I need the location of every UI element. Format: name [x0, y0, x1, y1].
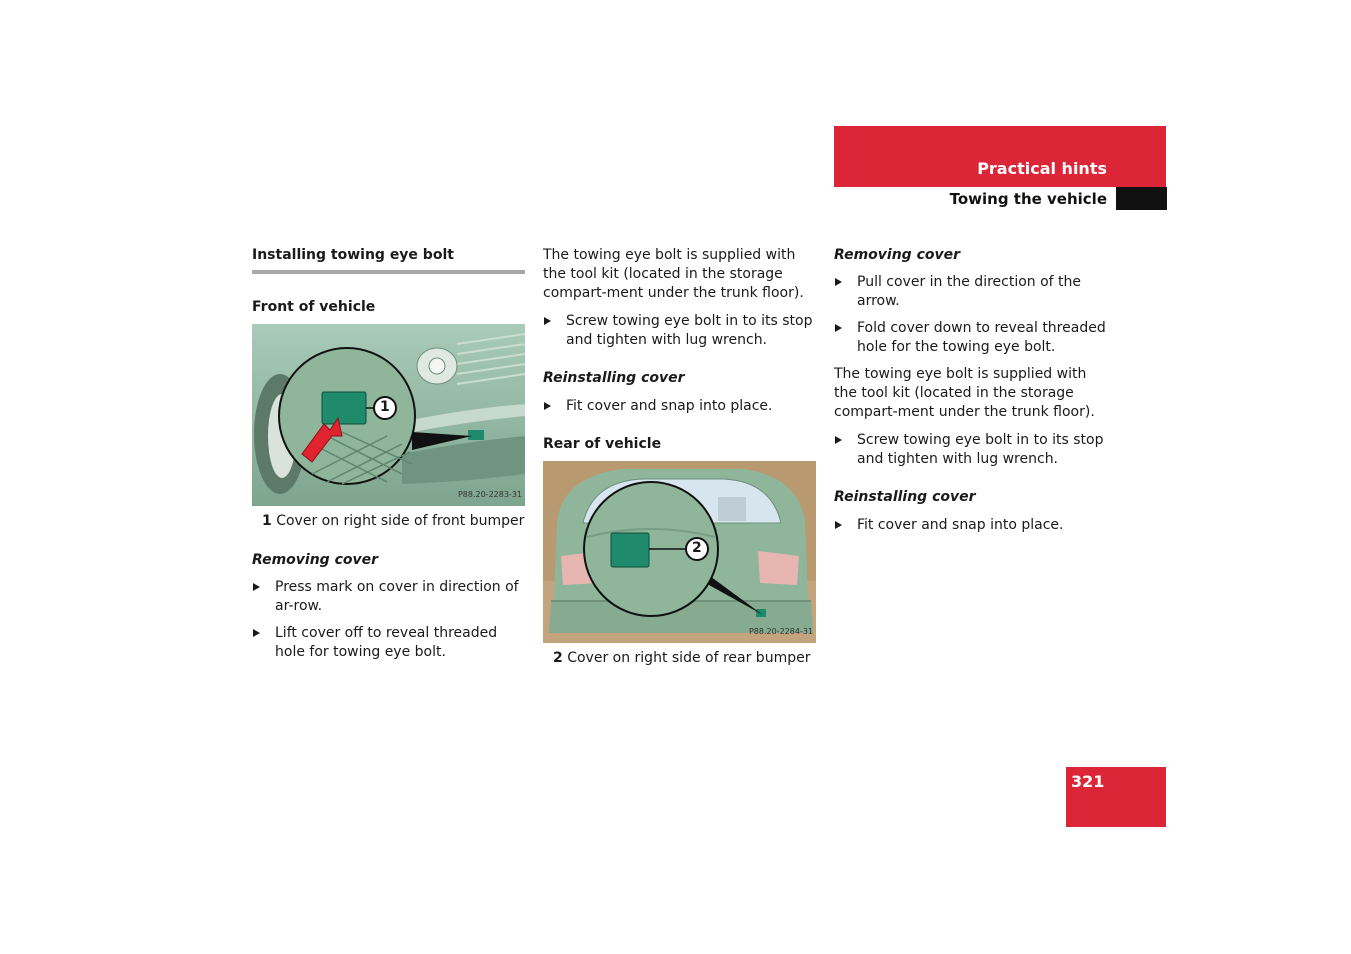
bullet-triangle-icon — [544, 317, 551, 325]
figure-caption — [252, 512, 525, 531]
caption-text: Cover on right side of front bumper — [276, 513, 525, 529]
bullet-item — [834, 273, 1107, 311]
bullet-text: Fit cover and snap into place. — [566, 398, 773, 414]
bullet-item — [252, 624, 525, 662]
bullet-item — [834, 516, 1107, 535]
bullet-text: Pull cover in the direction of the arrow. — [857, 274, 1082, 309]
front-vehicle-figure — [252, 324, 525, 506]
caption-number: 1 — [262, 513, 272, 529]
reinstalling-cover-heading: Reinstalling cover — [543, 370, 685, 386]
bullet-text: Fold cover down to reveal threaded hole for the towing eye bolt. — [857, 320, 1106, 355]
rear-bumper-illustration — [543, 461, 816, 643]
figure-code: P88.20-2283-31 — [457, 490, 522, 499]
bullet-triangle-icon — [835, 324, 842, 332]
bullet-item — [543, 312, 816, 350]
bullet-item — [543, 397, 816, 416]
figure-caption — [543, 649, 816, 668]
bullet-triangle-icon — [544, 402, 551, 410]
rear-heading: Rear of vehicle — [543, 436, 662, 452]
section-title: Practical hints — [977, 159, 1107, 178]
bullet-text: Screw towing eye bolt in to its stop and tighten with lug wrench. — [566, 313, 813, 348]
reinstalling-cover-heading: Reinstalling cover — [834, 489, 976, 505]
column-2 — [543, 246, 816, 668]
rear-vehicle-figure — [543, 461, 816, 643]
callout-1-label: 1 — [380, 399, 390, 415]
bullet-item — [834, 319, 1107, 357]
bullet-text: Lift cover off to reveal threaded hole for towing eye bolt. — [275, 625, 498, 660]
main-heading: Installing towing eye bolt — [252, 247, 454, 263]
bullet-triangle-icon — [253, 583, 260, 591]
intro-paragraph: The towing eye bolt is supplied with the tool kit (located in the storage compart-ment under the trunk floor). — [543, 247, 804, 301]
bullet-text: Fit cover and snap into place. — [857, 517, 1064, 533]
bullet-triangle-icon — [253, 629, 260, 637]
bullet-text: Press mark on cover in direction of ar-row. — [275, 579, 519, 614]
bullet-triangle-icon — [835, 278, 842, 286]
subsection-title: Towing the vehicle — [949, 190, 1107, 208]
page-number: 321 — [1071, 772, 1105, 791]
column-1 — [252, 246, 525, 662]
front-heading: Front of vehicle — [252, 299, 376, 315]
removing-cover-heading: Removing cover — [834, 247, 961, 263]
bullet-triangle-icon — [835, 521, 842, 529]
bullet-item — [834, 431, 1107, 469]
subsection-tab-marker — [1116, 187, 1167, 210]
caption-number: 2 — [553, 650, 563, 666]
heading-rule — [252, 270, 525, 274]
caption-text: Cover on right side of rear bumper — [567, 650, 811, 666]
bullet-text: Screw towing eye bolt in to its stop and tighten with lug wrench. — [857, 432, 1104, 467]
bullet-triangle-icon — [835, 436, 842, 444]
bullet-item — [252, 578, 525, 616]
figure-code: P88.20-2284-31 — [748, 627, 813, 636]
callout-2-label: 2 — [692, 540, 702, 556]
removing-cover-heading: Removing cover — [252, 552, 379, 568]
column-3 — [834, 246, 1107, 535]
intro-paragraph: The towing eye bolt is supplied with the tool kit (located in the storage compart-ment under the trunk floor). — [834, 366, 1095, 420]
